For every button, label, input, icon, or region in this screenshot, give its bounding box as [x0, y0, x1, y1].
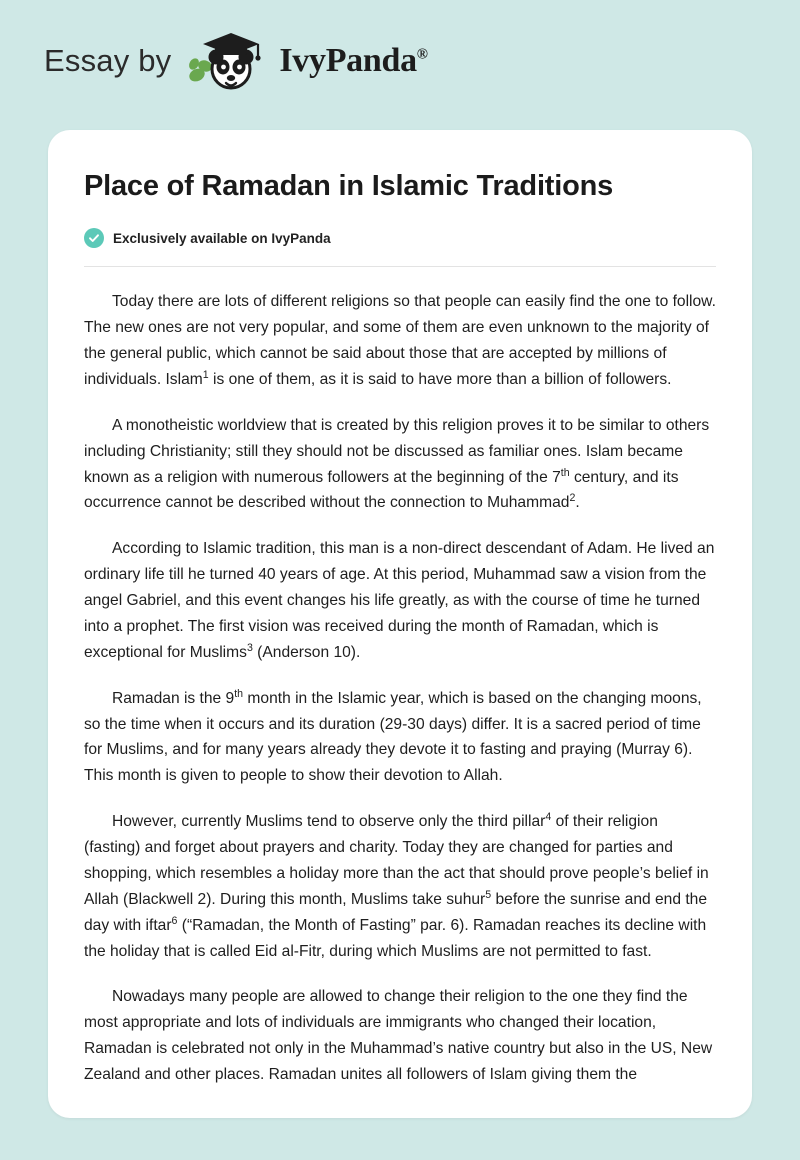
document-card: [48, 130, 752, 1118]
panda-graduate-icon: [185, 29, 271, 93]
essay-by-label: Essay by: [44, 43, 172, 78]
check-circle-icon: [84, 228, 104, 248]
page-title: Place of Ramadan in Islamic Traditions: [84, 170, 614, 202]
site-header: [0, 0, 800, 122]
paragraph: A monotheistic worldview that is created by this religion proves it to be similar to others including Christianity; still they should not be discussed as familiar ones. Islam became known as a religion with numerous followers at the beginning of the 7th century, and its occurrence cannot be described without the connection to Muhammad$^2$.: [84, 416, 710, 512]
paragraph: According to Islamic tradition, this man is a non-direct descendant of Adam. He lived an ordinary life till he turned 40 years of age. At this period, Muhammad saw a vision from the angel Gabriel, and this event changes his life greatly, as with the course of time he turned into a prophet. The first vision was received during the month of Ramadan, which is exceptional for Muslims$^3$ (Anderson 10).: [84, 540, 715, 661]
exclusive-badge: [84, 228, 716, 248]
essay-body: [84, 289, 716, 1088]
paragraph: Nowadays many people are allowed to change their religion to the one they find the most appropriate and lots of individuals are immigrants who changed their location, Ramadan is celebrated not only in the Muhammad’s native country but also in the US, New Zealand and other places. Ramadan unites all followers of Islam giving them the: [84, 988, 713, 1083]
paragraph: However, currently Muslims tend to observe only the third pillar$^4$ of their religion (fasting) and forget about prayers and charity. Today they are changed for parties and shopping, which resembles a holiday more than the act that should prove people’s belief in Allah (Blackwell 2). During this month, Muslims take suhur$^5$ before the sunrise and end the day with iftar$^6$ (“Ramadan, the Month of Fasting” par. 6). Ramadan reaches its decline with the holiday that is called Eid al-Fitr, during which Muslims are not permitted to fast.: [84, 810, 709, 960]
brand-lockup[interactable]: [185, 29, 427, 93]
title-divider: [84, 266, 716, 267]
registered-mark: ®: [416, 46, 428, 63]
brand-name: IvyPanda®: [279, 42, 428, 79]
paragraph: Ramadan is the 9th month in the Islamic year, which is based on the changing moons, so the time when it occurs and its duration (29-30 days) differ. It is a sacred period of time for Muslims, and for many years already they devote it to fasting and praying (Murray 6). This month is given to people to show their devotion to Allah.: [84, 687, 702, 785]
exclusive-badge-label: Exclusively available on IvyPanda: [113, 230, 331, 246]
header-inner: [44, 29, 428, 93]
paragraph: Today there are lots of different religions so that people can easily find the one to follow. The new ones are not very popular, and some of them are even unknown to the majority of the general public, which cannot be said about those that are accepted by millions of individuals. Islam$^1$ is one of them, as it is said to have more than a billion of followers.: [84, 293, 716, 388]
